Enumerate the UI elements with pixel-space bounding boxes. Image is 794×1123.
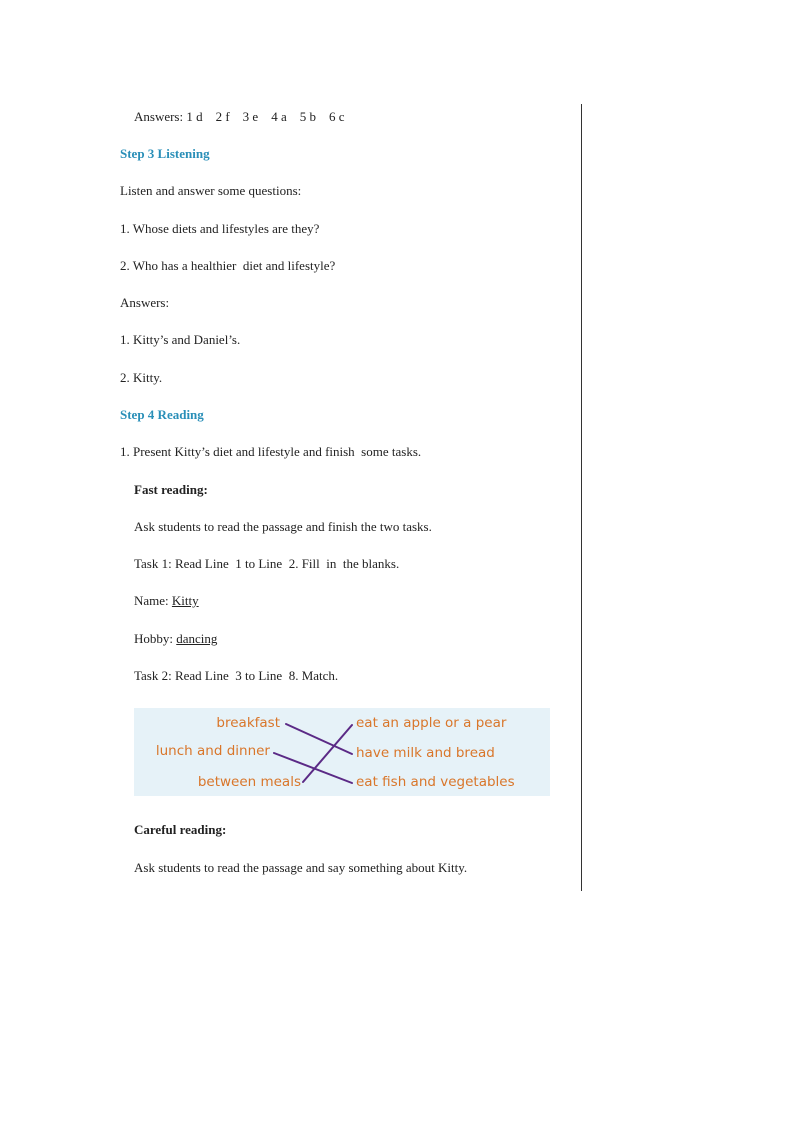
step4-item-1: 1. Present Kitty’s diet and lifestyle and finish some tasks. [120, 444, 422, 459]
hobby-line [134, 631, 217, 647]
hobby-value: dancing [176, 631, 218, 646]
match-connector-line [274, 753, 352, 783]
careful-reading-heading: Careful reading: [134, 822, 227, 837]
match-lines [134, 708, 550, 796]
step3-answers-label: Answers: [120, 295, 170, 310]
match-connector-line [286, 724, 352, 754]
match-right-item: have milk and bread [356, 745, 495, 761]
match-left-item: lunch and dinner [155, 743, 270, 759]
match-left-item: between meals [197, 774, 301, 790]
name-line [134, 593, 199, 609]
match-left-item: breakfast [216, 715, 280, 731]
task-1: Task 1: Read Line 1 to Line 2. Fill in the blanks. [134, 556, 400, 571]
step4-heading: Step 4 Reading [120, 407, 204, 422]
fast-reading-heading: Fast reading: [134, 482, 208, 497]
name-value: Kitty [171, 593, 199, 608]
task-2: Task 2: Read Line 3 to Line 8. Match. [134, 668, 339, 683]
step3-intro: Listen and answer some questions: [120, 183, 302, 198]
step3-answer-2: 2. Kitty. [120, 370, 163, 385]
match-right-item: eat an apple or a pear [356, 715, 507, 731]
answers-line: Answers: 1 d 2 f 3 e 4 a 5 b 6 c [134, 109, 345, 124]
step3-question-2: 2. Who has a healthier diet and lifestyle? [120, 258, 336, 273]
careful-reading-intro: Ask students to read the passage and say something about Kitty. [134, 860, 468, 875]
step3-answer-1: 1. Kitty’s and Daniel’s. [120, 332, 241, 347]
step3-question-1: 1. Whose diets and lifestyles are they? [120, 221, 320, 236]
margin-rule [581, 104, 582, 891]
matching-exercise [134, 708, 550, 796]
hobby-label: Hobby: [134, 631, 177, 646]
step3-heading: Step 3 Listening [120, 146, 210, 161]
match-right-item: eat fish and vegetables [356, 774, 515, 790]
fast-reading-intro: Ask students to read the passage and finish the two tasks. [134, 519, 432, 534]
name-label: Name: [134, 593, 172, 608]
